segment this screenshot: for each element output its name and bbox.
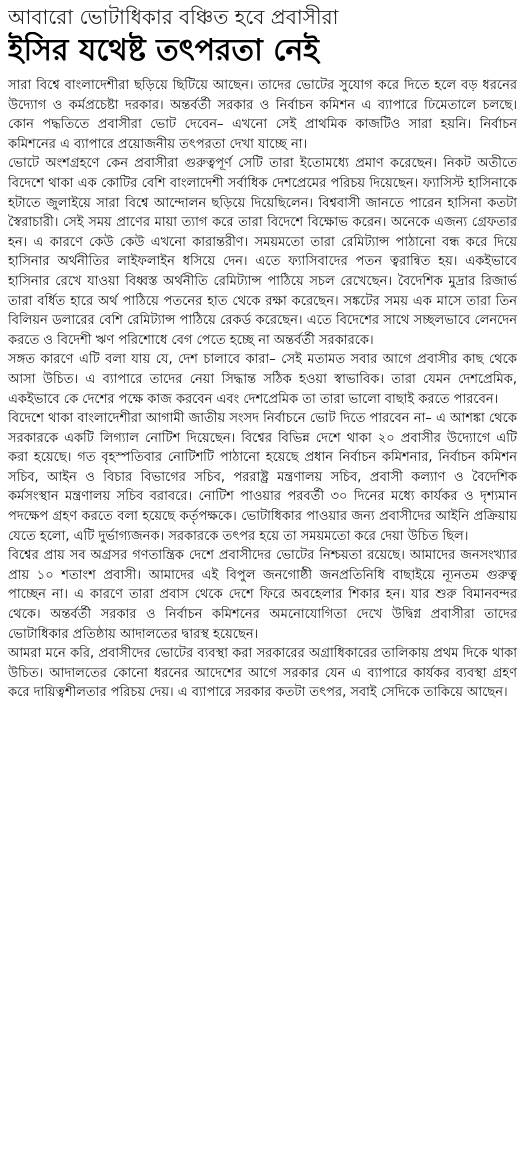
paragraph-4: বিদেশে থাকা বাংলাদেশীরা আগামী জাতীয় সংসদ নির্বাচনে ভোট দিতে পারবেন না– এ আশঙ্কা থেকে সরকারকে একটি লিগ্যাল নোটিশ দিয়েছেন। বিশ্বের বিভিন্ন দেশে থাকা ২০ প্রবাসীর উদ্যোগে এটি করা হয়েছে। গত বৃহস্পতিবার নোটিশটি পাঠানো হয়েছে প্রধান নির্বাচন কমিশনার, নির্বাচন কমিশন সচিব, আইন ও বিচার বিভাগের সচিব, পররাষ্ট্র মন্ত্রণালয় সচিব, প্রবাসী কল্যাণ ও বৈদেশিক কর্মসংস্থান মন্ত্রণালয় সচিব বরাবরে। নোটিশ পাওয়ার পরবর্তী ৩০ দিনের মধ্যে কার্যকর ও দৃশ্যমান পদক্ষেপ গ্রহণ করতে বলা হয়েছে কর্তৃপক্ষকে। ভোটাধিকার পাওয়ার জন্য প্রবাসীদের আইনি প্রক্রিয়ায় যেতে হলো, এটি দুর্ভাগ্যজনক। সরকারকে তৎপর হয়ে তা সময়মতো করে দেয়া উচিত ছিল। xyxy=(8,411,517,544)
paragraph-3: সঙ্গত কারণে এটি বলা যায় যে, দেশ চালাবে কারা– সেই মতামত সবার আগে প্রবাসীর কাছ থেকে আসা উচিত। এ ব্যাপারে তাদের নেয়া সিদ্ধান্ত সঠিক হওয়া স্বাভাবিক। তারা যেমন দেশপ্রেমিক, একইভাবে কে দেশের পক্ষে কাজ করবেন এবং দেশপ্রেমিক তা তারা ভালো বাছাই করতে পারবেন। xyxy=(8,352,517,407)
article-body xyxy=(8,76,517,703)
article-headline: ইসির যথেষ্ট তৎপরতা নেই xyxy=(8,33,319,68)
paragraph-1: সারা বিশ্বে বাংলাদেশীরা ছড়িয়ে ছিটিয়ে আছেন। তাদের ভোটের সুযোগ করে দিতে হলে বড় ধরনের উদ্যোগ ও কর্মপ্রচেষ্টা দরকার। অন্তর্বর্তী সরকার ও নির্বাচন কমিশন এ ব্যাপারে ঢিমেতালে চলছে। কোন পদ্ধতিতে প্রবাসীরা ভোট দেবেন– এখনো সেই প্রাথমিক কাজটিও সারা হয়নি। নির্বাচন কমিশনের এ ব্যাপারে প্রয়োজনীয় তৎপরতা দেখা যাচ্ছে না। xyxy=(8,78,517,152)
paragraph-5: বিশ্বের প্রায় সব অগ্রসর গণতান্ত্রিক দেশে প্রবাসীদের ভোটের নিশ্চয়তা রয়েছে। আমাদের জনসংখ্যার প্রায় ১০ শতাংশ প্রবাসী। আমাদের এই বিপুল জনগোষ্ঠী জনপ্রতিনিধি বাছাইয়ে ন্যূনতম গুরুত্ব পাচ্ছেন না। এ কারণে তারা প্রবাস থেকে দেশে ফিরে অবহেলার শিকার হন। যার শুরু বিমানবন্দর থেকে। অন্তর্বর্তী সরকার ও নির্বাচন কমিশনের অমনোযোগিতা দেখে উদ্বিগ্ন প্রবাসীরা তাদের ভোটাধিকার প্রতিষ্ঠায় আদালতের দ্বারস্থ হয়েছেন। xyxy=(8,548,517,642)
paragraph-2: ভোটে অংশগ্রহণে কেন প্রবাসীরা গুরুত্বপূর্ণ সেটি তারা ইতোমধ্যে প্রমাণ করেছেন। নিকট অতীতে বিদেশে থাকা এক কোটির বেশি বাংলাদেশী সর্বাধিক দেশপ্রেমের পরিচয় দিয়েছেন। ফ্যাসিস্ট হাসিনাকে হটাতে জুলাইয়ে সারা বিশ্বে আন্দোলন ছড়িয়ে দিয়েছিলেন। বিশ্ববাসী জানতে পারেন হাসিনা কতটা স্বৈরাচারী। সেই সময় প্রাণের মায়া ত্যাগ করে তারা বিদেশে বিক্ষোভ করেন। অনেকে এজন্য গ্রেফতার হন। এ কারণে কেউ কেউ এখনো কারান্তরীণ। সময়মতো তারা রেমিট্যান্স পাঠানো বন্ধ করে দিয়ে হাসিনার অর্থনীতির লাইফলাইন ধসিয়ে দেন। এতে ফ্যাসিবাদের পতন ত্বরান্বিত হয়। একইভাবে হাসিনার রেখে যাওয়া বিধ্বস্ত অর্থনীতি রেমিট্যান্স পাঠিয়ে সচল রেখেছেন। বৈদেশিক মুদ্রার রিজার্ভ তারা বর্ধিত হারে অর্থ পাঠিয়ে পতনের হাত থেকে রক্ষা করেছেন। সঙ্কটের সময় এক মাসে তারা তিন বিলিয়ন ডলারের বেশি রেমিট্যান্স পাঠিয়ে রেকর্ড করেছেন। এতে বিদেশের সাথে সচ্ছলভাবে লেনদেন করতে ও বিদেশী ঋণ পরিশোধে বেগ পেতে হচ্ছে না অন্তর্বর্তী সরকারকে। xyxy=(8,156,517,348)
article-kicker: আবারো ভোটাধিকার বঞ্চিত হবে প্রবাসীরা xyxy=(8,5,339,29)
paragraph-6: আমরা মনে করি, প্রবাসীদের ভোটের ব্যবস্থা করা সরকারের অগ্রাধিকারের তালিকায় প্রথম দিকে থাকা উচিত। আদালতের কোনো ধরনের আদেশের আগে সরকার যেন এ ব্যাপারে কার্যকর ব্যবস্থা গ্রহণ করে দায়িত্বশীলতার পরিচয় দেয়। এ ব্যাপারে সরকার কতটা তৎপর, সবাই সেদিকে তাকিয়ে আছেন। xyxy=(8,646,517,701)
